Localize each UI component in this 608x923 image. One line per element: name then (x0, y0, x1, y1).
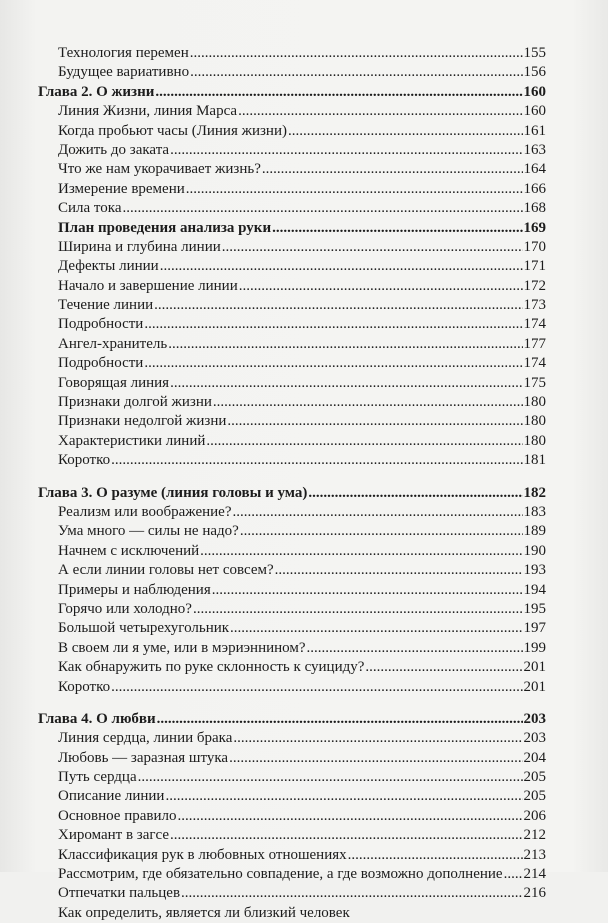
toc-entry-title: В своем ли я уме, или в мэриэннином? (58, 639, 306, 656)
toc-entry (38, 581, 546, 600)
dot-leader (212, 581, 523, 600)
toc-entry-title: Когда пробьют часы (Линия жизни) (58, 122, 287, 139)
toc-entry-title: Описание линии (58, 788, 165, 805)
toc-entry-title: Рассмотрим, где обязательно совпадение, а где возможно дополнение (58, 866, 503, 883)
toc-entry (38, 141, 546, 160)
section-gap (38, 471, 546, 484)
toc-page-number: 190 (523, 542, 546, 559)
dot-leader (213, 393, 523, 412)
toc-entry (38, 335, 546, 354)
toc-entry (38, 884, 546, 903)
dot-leader (308, 484, 522, 503)
dot-leader (190, 44, 523, 63)
toc-page-number: 213 (523, 846, 546, 863)
toc-page-number: 164 (523, 161, 546, 178)
toc-entry-title: Ширина и глубина линии (58, 238, 221, 255)
toc-page-number: 205 (523, 788, 546, 805)
toc-entry-title: Что же нам укорачивает жизнь? (58, 161, 261, 178)
toc-page-number: 214 (523, 866, 546, 883)
toc-entry (38, 451, 546, 470)
toc-entry (38, 619, 546, 638)
toc-page-number: 180 (523, 432, 546, 449)
toc-entry (38, 639, 546, 658)
dot-leader (155, 83, 522, 102)
toc-entry (38, 865, 546, 884)
toc-entry (38, 102, 546, 121)
toc-page-number: 181 (523, 452, 546, 469)
toc-page-number: 180 (523, 413, 546, 430)
toc-entry (38, 315, 546, 334)
toc-entry (38, 561, 546, 580)
toc-entry (38, 678, 546, 697)
toc-page-number: 174 (523, 316, 546, 333)
toc-entry-title: Горячо или холодно? (58, 600, 192, 617)
toc-entry-title: Измерение времени (58, 180, 185, 197)
toc-entry (38, 219, 546, 238)
dot-leader (307, 639, 523, 658)
toc-chapter-entry (38, 484, 546, 503)
toc-page-number: 201 (523, 678, 546, 695)
dot-leader (238, 102, 522, 121)
dot-leader (165, 787, 522, 806)
dot-leader (111, 451, 522, 470)
dot-leader (239, 277, 523, 296)
toc-entry-title: Реализм или воображение? (58, 503, 232, 520)
toc-entry-title: Начало и завершение линии (58, 277, 238, 294)
toc-entry (38, 600, 546, 619)
toc-entry (38, 122, 546, 141)
toc-entry-title: Большой четырехугольник (58, 620, 230, 637)
toc-entry (38, 354, 546, 373)
dot-leader (186, 180, 523, 199)
toc-entry-title: Сила тока (58, 200, 122, 217)
toc-entry-title: Дожить до заката (58, 141, 170, 158)
toc-page-number: 205 (523, 769, 546, 786)
toc-entry-title: Коротко (58, 452, 111, 469)
toc-entry-title: Течение линии (58, 297, 154, 314)
toc-entry (38, 199, 546, 218)
toc-entry-title: Ангел-хранитель (58, 335, 168, 352)
toc-entry-title: Технология перемен (58, 45, 189, 61)
toc-page-number: 169 (523, 219, 546, 236)
dot-leader (262, 160, 523, 179)
toc-page-number: 197 (523, 620, 546, 637)
toc-entry-title: Путь сердца (58, 769, 137, 786)
toc-page-number: 206 (523, 807, 546, 824)
toc-entry-title: Линия Жизни, линия Марса (58, 103, 238, 120)
toc-entry-title: Линия сердца, линии брака (58, 730, 233, 747)
table-of-contents (38, 44, 546, 923)
toc-entry-title: Начнем с исключений (58, 542, 200, 559)
dot-leader (365, 658, 522, 677)
toc-entry-title: Основное правило (58, 807, 177, 824)
toc-page-number: 199 (523, 639, 546, 656)
toc-entry-title: Как обнаружить по руке склонность к суициду? (58, 659, 365, 676)
dot-leader (275, 561, 523, 580)
toc-entry-title: Говорящая линия (58, 374, 170, 391)
dot-leader (123, 199, 523, 218)
toc-entry (38, 180, 546, 199)
dot-leader (200, 542, 522, 561)
toc-chapter-entry (38, 710, 546, 729)
toc-page-number: 182 (523, 484, 546, 501)
toc-page-number: 160 (523, 83, 546, 100)
toc-entry (38, 807, 546, 826)
toc-page-number: 203 (523, 710, 546, 727)
toc-entry (38, 412, 546, 431)
toc-page-number: 168 (523, 200, 546, 217)
toc-page-number: 155 (523, 45, 546, 61)
toc-entry (38, 658, 546, 677)
dot-leader (272, 219, 522, 238)
toc-entry-title: Подробности (58, 316, 144, 333)
toc-page-number: 180 (523, 394, 546, 411)
toc-page-number: 212 (523, 827, 546, 844)
dot-leader (206, 432, 522, 451)
toc-entry-title: План проведения анализа руки (58, 219, 272, 236)
dot-leader (348, 846, 523, 865)
dot-leader (178, 807, 523, 826)
toc-entry (38, 768, 546, 787)
toc-entry (38, 542, 546, 561)
toc-page-number: 203 (523, 730, 546, 747)
toc-entry (38, 729, 546, 748)
toc-entry-title: Глава 2. О жизни (38, 83, 155, 100)
dot-leader (138, 768, 523, 787)
dot-leader (240, 522, 523, 541)
toc-page-number: 193 (523, 562, 546, 579)
dot-leader (233, 503, 523, 522)
toc-page-number: 161 (523, 122, 546, 139)
toc-page-number: 166 (523, 180, 546, 197)
toc-page-number: 183 (523, 503, 546, 520)
toc-page-number: 194 (523, 581, 546, 598)
toc-entry-title: Хиромант в загсе (58, 827, 170, 844)
toc-page-number: 195 (523, 600, 546, 617)
toc-page-number: 175 (523, 374, 546, 391)
toc-entry-title: Подробности (58, 355, 144, 372)
toc-entry-title: Ума много — силы не надо? (58, 523, 239, 540)
dot-leader (157, 710, 523, 729)
toc-entry (38, 257, 546, 276)
toc-page-number: 171 (523, 258, 546, 275)
toc-entry-title: Признаки недолгой жизни (58, 413, 227, 430)
toc-entry (38, 393, 546, 412)
toc-page-number: 204 (523, 749, 546, 766)
dot-leader (170, 374, 522, 393)
toc-page-number: 216 (523, 885, 546, 902)
toc-entry (38, 787, 546, 806)
toc-page-number: 170 (523, 238, 546, 255)
dot-leader (111, 678, 522, 697)
toc-entry (38, 374, 546, 393)
section-gap (38, 697, 546, 710)
toc-page-number: 172 (523, 277, 546, 294)
toc-entry-title: Коротко (58, 678, 111, 695)
toc-entry-title: Будущее вариативно (58, 64, 190, 81)
toc-entry-title: Примеры и наблюдения (58, 581, 211, 598)
toc-page-number: 173 (523, 297, 546, 314)
toc-entry (38, 296, 546, 315)
toc-entry (38, 846, 546, 865)
toc-entry (38, 522, 546, 541)
toc-page-number: 160 (523, 103, 546, 120)
dot-leader (144, 354, 522, 373)
toc-page-number: 156 (523, 64, 546, 81)
dot-leader (168, 335, 522, 354)
toc-entry (38, 503, 546, 522)
dot-leader (144, 315, 522, 334)
dot-leader (288, 122, 523, 141)
toc-entry (38, 63, 546, 82)
toc-entry (38, 160, 546, 179)
dot-leader (170, 826, 522, 845)
toc-entry-title: Характеристики линий (58, 432, 206, 449)
dot-leader (504, 865, 523, 884)
toc-page-number: 177 (523, 335, 546, 352)
toc-page-number: 189 (523, 523, 546, 540)
dot-leader (193, 600, 523, 619)
toc-entry-title: Глава 4. О любви (38, 710, 156, 727)
dot-leader (227, 412, 522, 431)
toc-entry-title: А если линии головы нет совсем? (58, 562, 274, 579)
toc-entry-title: Как определить, является ли близкий человек (58, 904, 350, 921)
toc-entry-title: Отпечатки пальцев (58, 885, 181, 902)
toc-page-number: 201 (523, 659, 546, 676)
dot-leader (229, 749, 522, 768)
toc-entry (38, 904, 546, 923)
toc-entry-title: Глава 3. О разуме (линия головы и ума) (38, 484, 308, 501)
toc-entry (38, 749, 546, 768)
toc-page-number: 163 (523, 141, 546, 158)
dot-leader (190, 63, 522, 82)
toc-entry (38, 238, 546, 257)
toc-entry-title: Признаки долгой жизни (58, 394, 212, 411)
toc-entry-title: Любовь — заразная штука (58, 749, 229, 766)
dot-leader (181, 884, 522, 903)
toc-chapter-entry (38, 83, 546, 102)
toc-entry (38, 826, 546, 845)
toc-entry (38, 44, 546, 63)
dot-leader (233, 729, 522, 748)
dot-leader (154, 296, 522, 315)
toc-entry (38, 277, 546, 296)
dot-leader (222, 238, 523, 257)
toc-entry (38, 432, 546, 451)
dot-leader (230, 619, 522, 638)
toc-entry-title: Дефекты линии (58, 258, 159, 275)
toc-page-number: 174 (523, 355, 546, 372)
dot-leader (170, 141, 522, 160)
toc-entry-title: Классификация рук в любовных отношениях (58, 846, 347, 863)
dot-leader (160, 257, 523, 276)
